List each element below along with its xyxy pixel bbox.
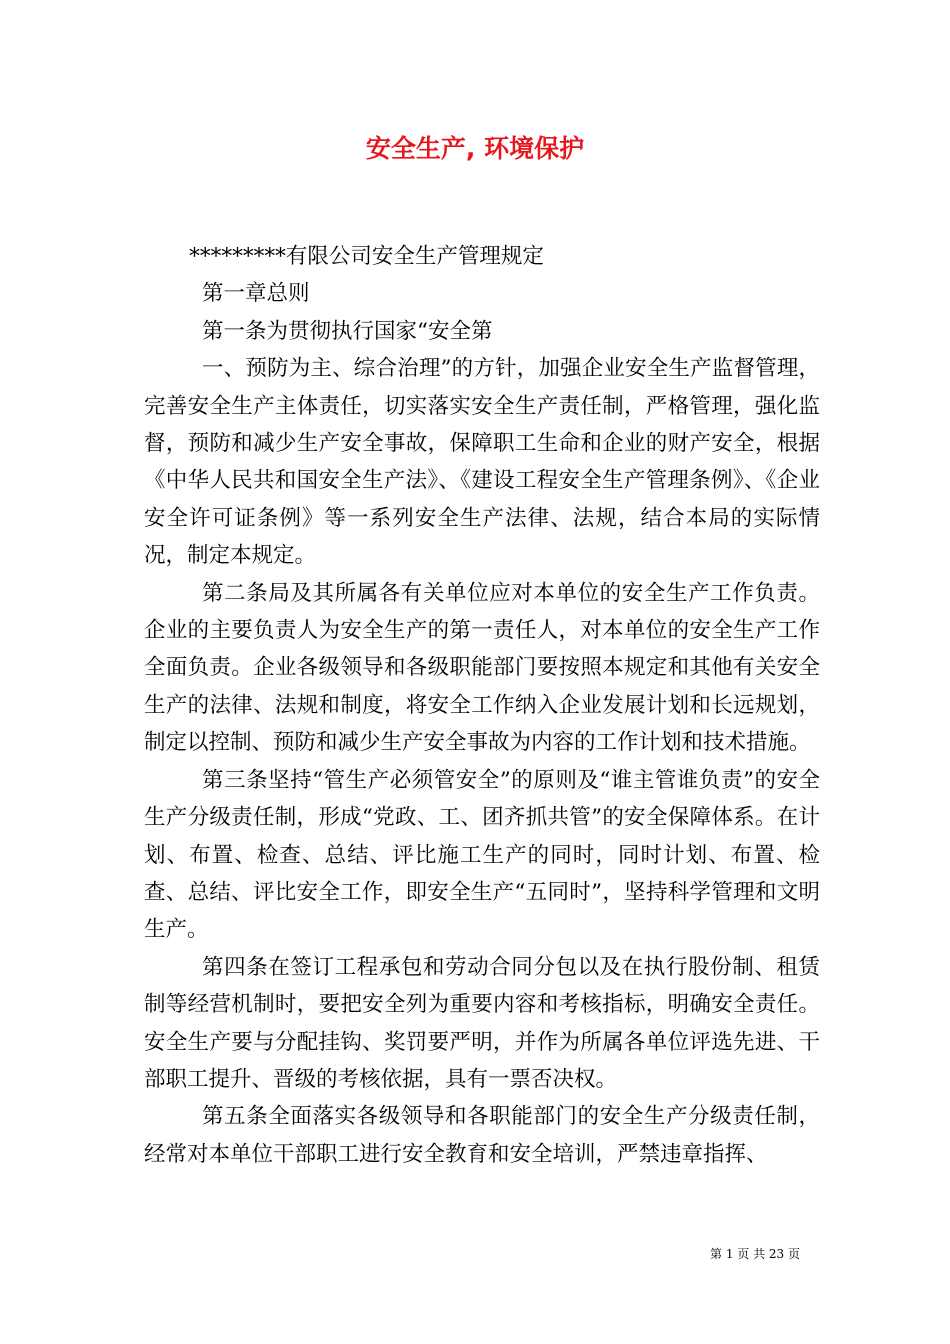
document-body — [144, 238, 820, 1173]
paragraph-company-regulation-title: *********有限公司安全生产管理规定 — [189, 244, 544, 269]
page-number-footer: 第 1 页 共 23 页 — [710, 1247, 800, 1261]
paragraph-article-5: 第五条全面落实各级领导和各职能部门的安全生产分级责任制，经常对本单位干部职工进行安全教育和安全培训，严禁违章指挥、 — [144, 1104, 820, 1167]
paragraph-article-1-start: 第一条为贯彻执行国家“安全第 — [202, 318, 493, 344]
paragraph-article-3: 第三条坚持“管生产必须管安全”的原则及“谁主管谁负责”的安全生产分级责任制，形成“党政、工、团齐抓共管”的安全保障体系。在计划、布置、检查、总结、评比施工生产的同时，同时计划、布置、检查、总结、评比安全工作，即安全生产“五同时”，坚持科学管理和文明生产。 — [144, 767, 820, 943]
document-title: 安全生产, 环境保护 — [365, 134, 585, 163]
paragraph-article-1-body: 一、预防为主、综合治理”的方针，加强企业安全生产监督管理，完善安全生产主体责任，切实落实安全生产责任制，严格管理，强化监督，预防和减少生产安全事故，保障职工生命和企业的财产安全，根据《中华人民共和国安全生产法》、《建设工程安全生产管理条例》、《企业安全许可证条例》等一系列安全生产法律、法规，结合本局的实际情况，制定本规定。 — [144, 356, 820, 569]
paragraph-article-2: 第二条局及其所属各有关单位应对本单位的安全生产工作负责。企业的主要负责人为安全生产的第一责任人，对本单位的安全生产工作全面负责。企业各级领导和各级职能部门要按照本规定和其他有关安全生产的法律、法规和制度，将安全工作纳入企业发展计划和长远规划，制定以控制、预防和减少生产安全事故为内容的工作计划和技术措施。 — [144, 580, 820, 756]
paragraph-article-4: 第四条在签订工程承包和劳动合同分包以及在执行股份制、租赁制等经营机制时，要把安全列为重要内容和考核指标，明确安全责任。安全生产要与分配挂钩、奖罚要严明，并作为所属各单位评选先进、干部职工提升、晋级的考核依据，具有一票否决权。 — [144, 954, 820, 1092]
paragraph-chapter-heading: 第一章总则 — [202, 281, 310, 307]
